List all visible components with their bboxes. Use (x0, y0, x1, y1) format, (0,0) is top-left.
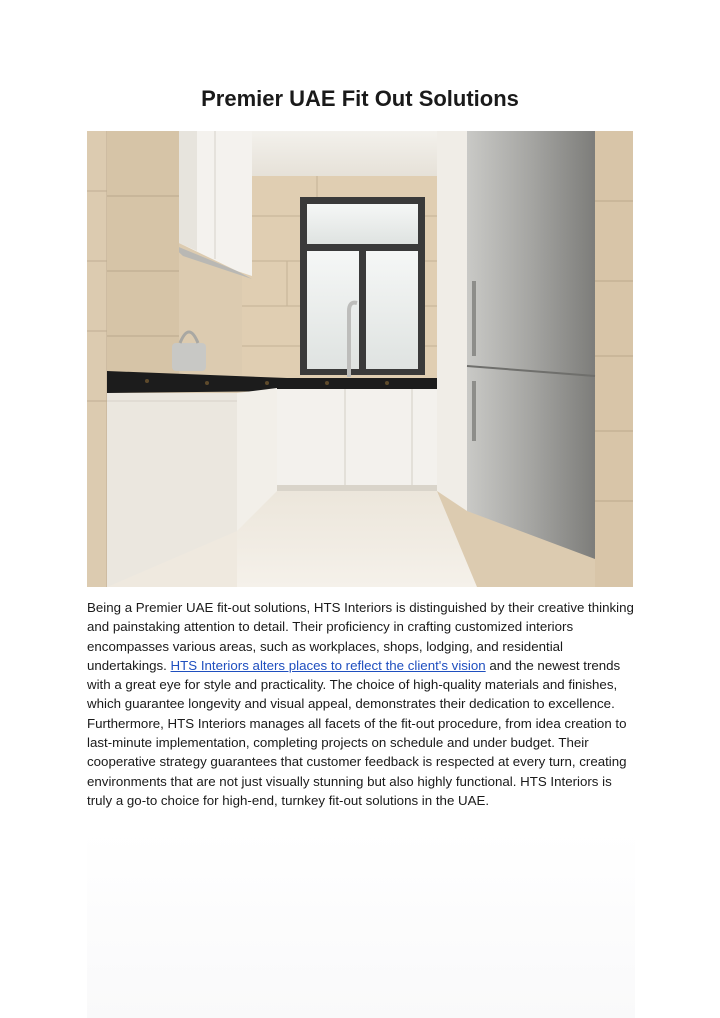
hts-interiors-link[interactable]: HTS Interiors alters places to reflect the client's vision (170, 657, 486, 673)
paragraph-text-after-link: and the newest trends with a great eye for style and practicality. The choice of high-quality materials and finishes, which guarantee longevity and visual appeal, demonstrates their dedication to excellence. Furthermore, HTS Interiors manages all facets of the fit-out procedure, from idea creation to last-minute implementation, completing projects on schedule and under budget. Their cooperative strategy guarantees that customer feedback is respected at every turn, creating environments that are not just visually stunning but also highly functional. HTS Interiors is truly a go-to choice for high-end, turnkey fit-out solutions in the UAE. (87, 657, 627, 808)
paragraph-text-before-link: Being a Premier UAE fit-out solutions, HTS Interiors is distinguished by their creative thinking and painstaking attention to detail. Their proficiency in crafting customized interiors encompasses various areas, such as workplaces, shops, lodging, and residential undertakings. (87, 600, 634, 673)
kitchen-photo (87, 131, 633, 587)
blank-page-area (87, 830, 635, 1018)
body-paragraph (87, 598, 637, 810)
page-title: Premier UAE Fit Out Solutions (201, 86, 519, 111)
